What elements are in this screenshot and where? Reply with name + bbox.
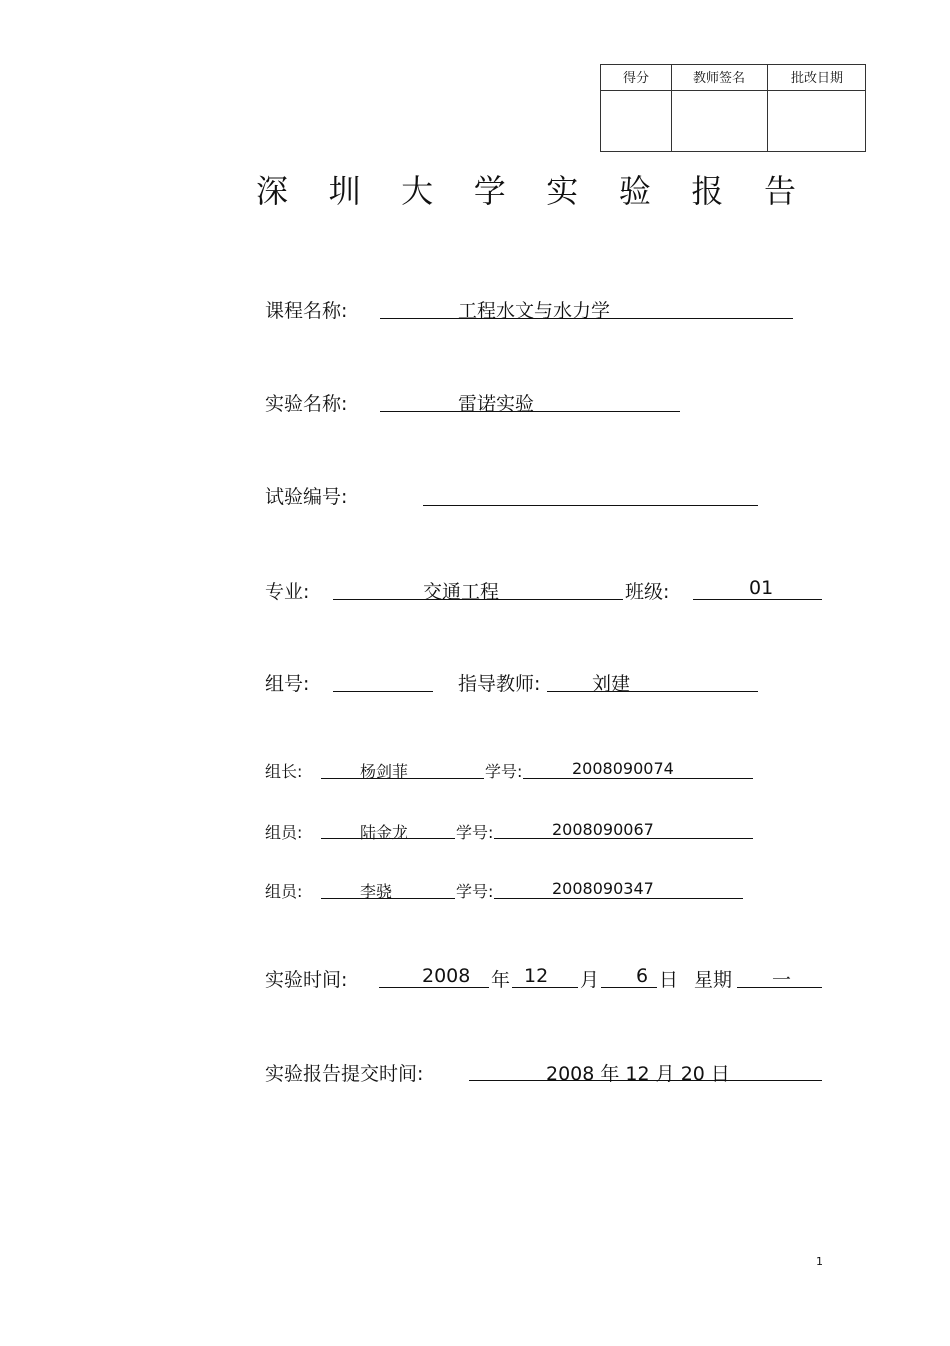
member-role: 组员: — [265, 823, 303, 842]
title-char: 深 — [256, 172, 289, 210]
page-number: 1 — [816, 1255, 823, 1268]
submit-time-label: 实验报告提交时间: — [265, 1063, 424, 1085]
advisor-underline — [547, 691, 758, 692]
member-name: 陆金龙 — [360, 823, 409, 842]
exp-month: 12 — [524, 965, 549, 987]
major-value: 交通工程 — [423, 581, 500, 603]
report-title — [256, 166, 796, 212]
member-role: 组员: — [265, 882, 303, 901]
test-number-underline — [423, 505, 758, 506]
class-value: 01 — [749, 577, 774, 599]
exp-day: 6 — [636, 965, 649, 987]
exp-month-underline — [512, 987, 578, 988]
member-id: 2008090347 — [552, 879, 654, 898]
course-label: 课程名称: — [265, 300, 348, 322]
title-char: 告 — [763, 172, 796, 210]
exp-time-label: 实验时间: — [265, 969, 348, 991]
course-value: 工程水文与水力学 — [458, 300, 611, 322]
exp-weekday-label: 星期 — [694, 969, 733, 991]
exp-year: 2008 — [422, 965, 471, 987]
exp-day-underline — [601, 987, 657, 988]
title-char: 实 — [546, 172, 579, 210]
title-char: 验 — [618, 172, 651, 210]
member-id-underline — [494, 898, 743, 899]
member-id-underline — [523, 778, 753, 779]
submit-time-value: 2008 年 12 月 20 日 — [546, 1063, 730, 1085]
title-char: 学 — [473, 172, 506, 210]
member-id-label: 学号: — [485, 762, 523, 781]
advisor-value: 刘建 — [592, 673, 631, 695]
exp-month-unit: 月 — [580, 969, 600, 991]
class-label: 班级: — [625, 581, 670, 603]
member-role: 组长: — [265, 762, 303, 781]
advisor-label: 指导教师: — [458, 673, 541, 695]
member-id-label: 学号: — [456, 882, 494, 901]
exp-weekday: 一 — [772, 969, 792, 991]
group-underline — [333, 691, 433, 692]
score-header: 得分 — [622, 71, 649, 86]
grading-date-header: 批改日期 — [790, 71, 843, 86]
major-label: 专业: — [265, 581, 310, 603]
experiment-label: 实验名称: — [265, 393, 348, 415]
test-number-label: 试验编号: — [265, 486, 348, 508]
group-label: 组号: — [265, 673, 310, 695]
class-underline — [693, 599, 822, 600]
title-char: 圳 — [328, 172, 361, 210]
score-table-header-divider — [601, 90, 865, 91]
teacher-signature-header: 教师签名 — [692, 71, 745, 86]
exp-day-unit: 日 — [659, 969, 679, 991]
member-name: 杨剑菲 — [360, 762, 409, 781]
title-char: 报 — [691, 172, 724, 210]
exp-year-underline — [379, 987, 489, 988]
member-id-label: 学号: — [456, 823, 494, 842]
exp-year-unit: 年 — [491, 969, 511, 991]
member-name: 李骁 — [360, 882, 393, 901]
title-char: 大 — [401, 172, 434, 210]
experiment-value: 雷诺实验 — [458, 393, 535, 415]
score-table — [600, 64, 866, 152]
member-id: 2008090067 — [552, 820, 654, 839]
member-id: 2008090074 — [572, 759, 674, 778]
